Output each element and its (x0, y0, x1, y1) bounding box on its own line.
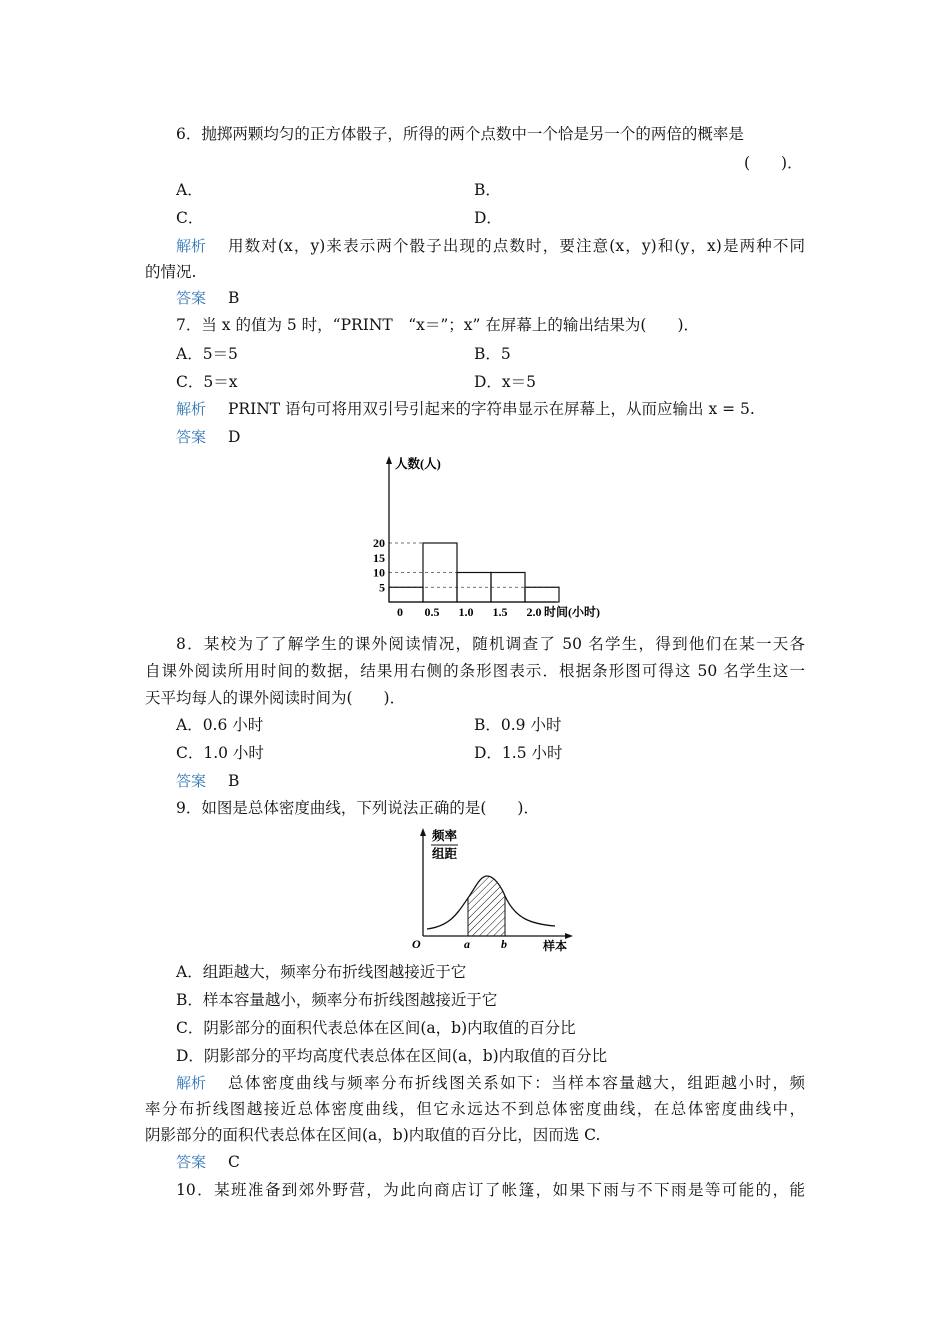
q8-option-a: A．0.6 小时 (176, 716, 264, 734)
x-tick-1.5: 1.5 (492, 605, 508, 619)
q9-answer: C (228, 1153, 240, 1171)
q6-option-d: D． (474, 209, 502, 227)
q6-jiexi-line1: 用数对(x，y)来表示两个骰子出现的点数时，要注意(x，y)和(y，x)是两种不同 (228, 237, 805, 255)
bar-2.0 (525, 587, 559, 602)
q9-jiexi-label: 解析 (176, 1074, 207, 1092)
q8-stem-line2: 自课外阅读所用时间的数据，结果用右侧的条形图表示．根据条形图可得这 50 名学生这一 (145, 662, 805, 680)
x-axis-label: 时间(小时) (544, 605, 600, 619)
q6-jiexi-label: 解析 (176, 237, 207, 255)
q6-answer: B (228, 289, 240, 307)
q9-jiexi-line1: 总体密度曲线与频率分布折线图关系如下：当样本容量越大，组距越小时，频 (228, 1074, 805, 1092)
q7-answer-label: 答案 (176, 428, 207, 446)
q6-option-a: A． (176, 181, 203, 199)
q6-answer-label: 答案 (176, 289, 207, 307)
q7-stem: 7．当 x 的值为 5 时，“PRINT “x＝”；x” 在屏幕上的输出结果为( )． (176, 316, 699, 334)
fig-b-label: b (501, 937, 507, 951)
q9-option-c: C．阴影部分的面积代表总体在区间(a，b)内取值的百分比 (176, 1019, 576, 1037)
q6-paren: ( )． (744, 154, 803, 172)
q8-stem-line1: 8．某校为了了解学生的课外阅读情况，随机调查了 50 名学生，得到他们在某一天各 (176, 635, 805, 653)
density-curve-figure (405, 826, 585, 954)
q7-option-a: A．5＝5 (176, 345, 238, 363)
q8-option-c: C．1.0 小时 (176, 744, 264, 762)
x-tick-0: 0 (397, 605, 403, 619)
q8-option-b: B．0.9 小时 (474, 716, 562, 734)
fig-xlabel: 样本 (543, 939, 568, 953)
q7-option-b: B．5 (474, 345, 511, 363)
x-tick-2.0: 2.0 (526, 605, 542, 619)
q10-stem: 10．某班准备到郊外野营，为此向商店订了帐篷，如果下雨与不下雨是等可能的，能 (176, 1181, 805, 1199)
reading-time-bar-chart (360, 452, 620, 624)
q7-option-d: D．x＝5 (474, 373, 537, 391)
x-tick-1.0: 1.0 (458, 605, 474, 619)
q9-jiexi-line2: 率分布折线图越接近总体密度曲线，但它永远达不到总体密度曲线，在总体密度曲线中， (145, 1100, 805, 1118)
y-tick-15: 15 (373, 550, 385, 565)
q9-option-d: D．阴影部分的平均高度代表总体在区间(a，b)内取值的百分比 (176, 1047, 608, 1065)
q6-option-c: C． (176, 209, 204, 227)
q9-stem: 9．如图是总体密度曲线，下列说法正确的是( )． (176, 799, 539, 817)
y-axis-label: 人数(人) (395, 457, 441, 471)
q8-answer-label: 答案 (176, 772, 207, 790)
q6-stem: 6．抛掷两颗均匀的正方体骰子，所得的两个点数中一个恰是另一个的两倍的概率是 (176, 125, 744, 143)
q7-answer: D (228, 428, 241, 446)
bar-0 (389, 587, 423, 602)
q7-jiexi-label: 解析 (176, 400, 207, 418)
q6-jiexi-line2: 的情况. (145, 263, 197, 281)
y-tick-5: 5 (379, 580, 385, 595)
y-axis-arrow (386, 456, 392, 464)
q9-option-b: B．样本容量越小，频率分布折线图越接近于它 (176, 991, 498, 1009)
q9-answer-label: 答案 (176, 1153, 207, 1171)
q7-jiexi: PRINT 语句可将用双引号引起来的字符串显示在屏幕上，从而应输出 x = 5. (228, 400, 755, 418)
q9-option-a: A．组距越大，频率分布折线图越接近于它 (176, 963, 467, 981)
q6-option-b: B． (474, 181, 501, 199)
fig-y-axis-arrow (420, 828, 426, 836)
fig-origin: O (412, 937, 421, 951)
q8-option-d: D．1.5 小时 (474, 744, 563, 762)
bar-1.5 (491, 573, 525, 603)
q9-jiexi-line3: 阴影部分的面积代表总体在区间(a，b)内取值的百分比，因而选 C. (145, 1126, 601, 1144)
q7-option-c: C．5＝x (176, 373, 238, 391)
q8-stem-line3: 天平均每人的课外阅读时间为( )． (145, 689, 406, 707)
fig-ylabel-bottom: 组距 (432, 847, 458, 861)
y-tick-10: 10 (373, 565, 385, 580)
fig-a-label: a (464, 937, 470, 951)
x-tick-0.5: 0.5 (424, 605, 440, 619)
fig-ylabel-top: 频率 (432, 829, 458, 843)
y-tick-20: 20 (373, 536, 385, 550)
q8-answer: B (228, 772, 240, 790)
